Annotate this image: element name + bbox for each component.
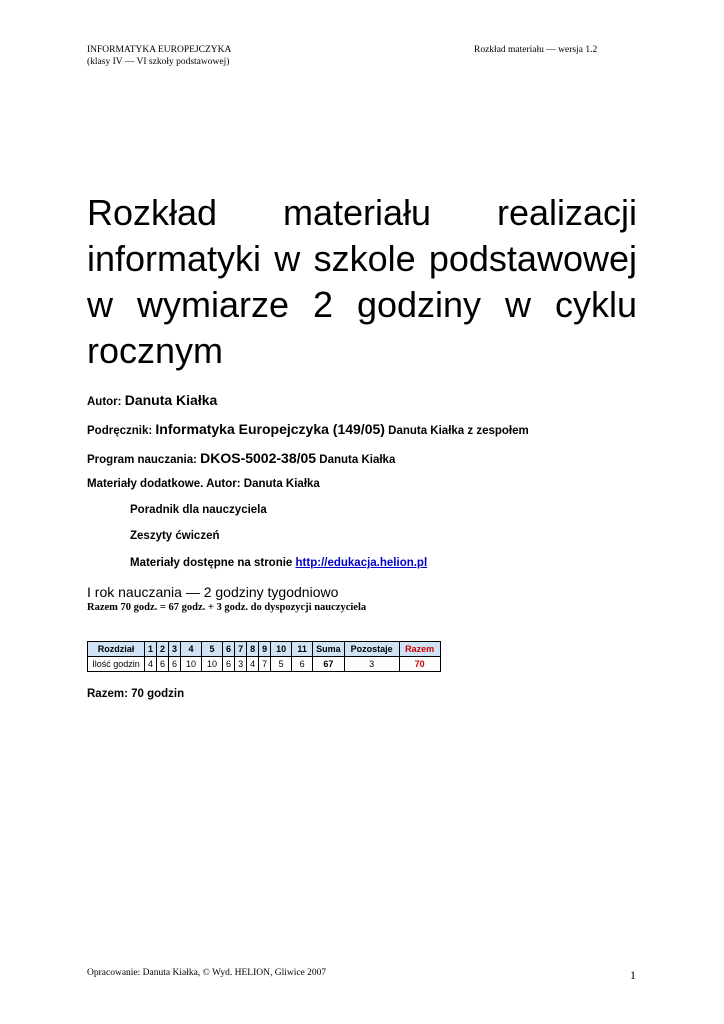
header-grades: (klasy IV — VI szkoły podstawowej) xyxy=(87,57,230,67)
program-note: Danuta Kiałka xyxy=(319,454,396,466)
textbook-value: Informatyka Europejczyka (149/05) xyxy=(155,421,385,437)
table-header-cell: Pozostaje xyxy=(344,642,399,657)
program-line xyxy=(87,450,395,466)
table-header-row xyxy=(88,642,441,657)
table-header-cell: Razem xyxy=(399,642,440,657)
table-cell: 6 xyxy=(223,657,235,672)
table-header-cell: 10 xyxy=(271,642,292,657)
hours-table xyxy=(87,641,441,672)
materials-online-line xyxy=(130,557,427,569)
table-header-cell: 6 xyxy=(223,642,235,657)
table-cell: Ilość godzin xyxy=(88,657,145,672)
table-header-cell: 4 xyxy=(181,642,202,657)
table-header-cell: 8 xyxy=(247,642,259,657)
author-label: Autor: xyxy=(87,396,122,408)
table-header-cell: 9 xyxy=(259,642,271,657)
textbook-line xyxy=(87,421,529,437)
program-value: DKOS-5002-38/05 xyxy=(200,450,317,466)
header-series: INFORMATYKA EUROPEJCZYKA xyxy=(87,45,232,55)
table-cell: 6 xyxy=(292,657,313,672)
table-cell: 5 xyxy=(271,657,292,672)
table-header-cell: Suma xyxy=(313,642,345,657)
materials-item-workbooks: Zeszyty ćwiczeń xyxy=(130,530,220,542)
table-header-cell: 1 xyxy=(145,642,157,657)
textbook-label: Podręcznik: xyxy=(87,425,153,437)
table-header-cell: 7 xyxy=(235,642,247,657)
table-header-cell: 11 xyxy=(292,642,313,657)
table-cell: 70 xyxy=(399,657,440,672)
page-number: 1 xyxy=(630,968,636,982)
table-cell: 4 xyxy=(247,657,259,672)
materials-online-link[interactable]: http://edukacja.helion.pl xyxy=(295,557,428,569)
table-cell: 67 xyxy=(313,657,345,672)
year-line: I rok nauczania — 2 godziny tygodniowo xyxy=(87,584,339,600)
textbook-note: Danuta Kiałka z zespołem xyxy=(388,425,529,437)
page-header-left xyxy=(87,44,231,68)
table-row xyxy=(88,657,441,672)
author-line xyxy=(87,392,217,408)
table-header-cell: 5 xyxy=(202,642,223,657)
materials-online-label: Materiały dostępne na stronie xyxy=(130,557,293,569)
table-header-cell: 3 xyxy=(169,642,181,657)
sum-line: Razem 70 godz. = 67 godz. + 3 godz. do dyspozycji nauczyciela xyxy=(87,602,367,613)
table-cell: 3 xyxy=(235,657,247,672)
table-cell: 4 xyxy=(145,657,157,672)
materials-label: Materiały dodatkowe. Autor: Danuta Kiałka xyxy=(87,478,320,490)
table-cell: 7 xyxy=(259,657,271,672)
table-cell: 10 xyxy=(202,657,223,672)
table-cell: 6 xyxy=(169,657,181,672)
table-cell: 10 xyxy=(181,657,202,672)
total-hours: Razem: 70 godzin xyxy=(87,688,185,700)
materials-item-guide: Poradnik dla nauczyciela xyxy=(130,504,267,516)
table-cell: 6 xyxy=(157,657,169,672)
program-label: Program nauczania: xyxy=(87,454,197,466)
table-header-cell: Rozdział xyxy=(88,642,145,657)
author-value: Danuta Kiałka xyxy=(124,392,218,408)
table-header-cell: 2 xyxy=(157,642,169,657)
footer-credit: Opracowanie: Danuta Kiałka, © Wyd. HELION, Gliwice 2007 xyxy=(87,968,327,978)
table-cell: 3 xyxy=(344,657,399,672)
header-version: Rozkład materiału — wersja 1.2 xyxy=(474,45,598,55)
document-title: Rozkład materiału realizacji informatyki w szkole podstawowej w wymiarze 2 godziny w cyklu rocznym xyxy=(87,192,637,371)
